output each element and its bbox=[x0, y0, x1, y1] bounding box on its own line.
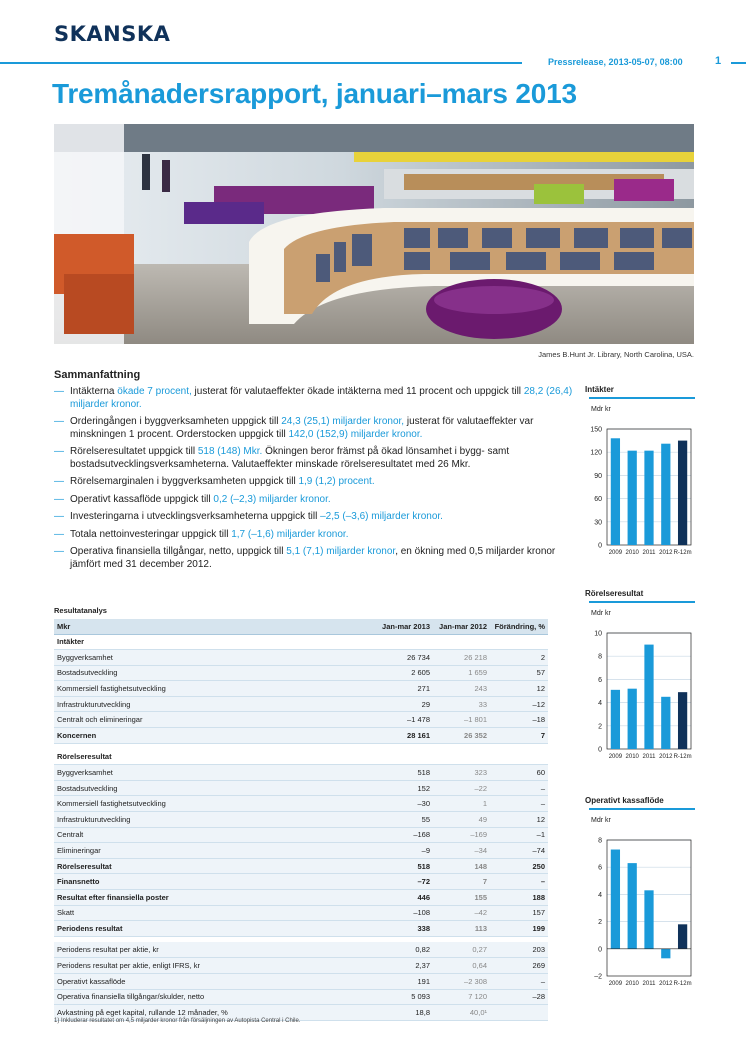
table-cell bbox=[490, 1005, 548, 1021]
table-cell: 113 bbox=[433, 921, 490, 937]
table-cell: –169 bbox=[433, 827, 490, 843]
x-tick-label: 2009 bbox=[608, 754, 623, 760]
table-cell: –28 bbox=[490, 989, 548, 1005]
y-tick-label: 120 bbox=[590, 449, 602, 457]
table-cell: Rörelseresultat bbox=[54, 749, 376, 765]
highlight-text: ökade 7 procent, bbox=[117, 386, 192, 397]
page-title: Tremånadersrapport, januari–mars 2013 bbox=[52, 78, 577, 109]
table-cell: 55 bbox=[376, 812, 433, 828]
table-header-row bbox=[54, 619, 548, 634]
table-cell: 49 bbox=[433, 812, 490, 828]
x-tick-label: 2009 bbox=[608, 550, 623, 556]
chart-title: Intäkter bbox=[585, 385, 614, 394]
bullet-text: Intäkterna bbox=[70, 386, 118, 397]
y-tick-label: 0 bbox=[598, 542, 602, 550]
table-cell: 7 bbox=[490, 728, 548, 744]
table-cell: Resultat efter finansiella poster bbox=[54, 890, 376, 906]
table-cell: 5 093 bbox=[376, 989, 433, 1005]
x-tick-label: 2011 bbox=[642, 754, 656, 760]
table-cell: 269 bbox=[490, 958, 548, 974]
chart-unit-label: Mdr kr bbox=[591, 406, 611, 413]
table-cell: Centralt och elimineringar bbox=[54, 712, 376, 728]
y-tick-label: 0 bbox=[598, 946, 602, 954]
results-table bbox=[54, 619, 548, 1021]
table-cell: 191 bbox=[376, 973, 433, 989]
table-row bbox=[54, 728, 548, 744]
bar-2009 bbox=[611, 850, 620, 949]
bullet-text: Operativa finansiella tillgångar, netto, uppgick till bbox=[70, 546, 287, 557]
table-cell: 152 bbox=[376, 780, 433, 796]
table-cell: Infrastrukturutveckling bbox=[54, 696, 376, 712]
table-footnote: 1) Inkluderar resultatet om 4,5 miljarder kronor från försäljningen av Autopista Central i Chile. bbox=[54, 1018, 301, 1024]
summary-bullet bbox=[54, 476, 574, 489]
y-tick-label: 4 bbox=[598, 891, 602, 899]
table-header-cell: Jan-mar 2013 bbox=[376, 619, 433, 634]
table-cell: –72 bbox=[376, 874, 433, 890]
table-cell: 199 bbox=[490, 921, 548, 937]
x-tick-label: 2010 bbox=[625, 550, 639, 556]
table-cell: – bbox=[490, 796, 548, 812]
table-row bbox=[54, 989, 548, 1005]
chart-title: Rörelseresultat bbox=[585, 589, 644, 598]
bullet-text: Rörelsemarginalen i byggverksamheten uppgick till bbox=[70, 476, 299, 487]
table-cell: Kommersiell fastighetsutveckling bbox=[54, 796, 376, 812]
press-release-date: Pressrelease, 2013-05-07, 08:00 bbox=[548, 57, 683, 67]
bullet-text: Rörelseresultatet uppgick till bbox=[70, 446, 198, 457]
table-cell: – bbox=[490, 874, 548, 890]
table-row bbox=[54, 942, 548, 958]
x-tick-label: 2012 bbox=[659, 981, 673, 987]
table-cell: –22 bbox=[433, 780, 490, 796]
bar-R-12m bbox=[678, 692, 687, 749]
table-cell: 338 bbox=[376, 921, 433, 937]
table-cell: –12 bbox=[490, 696, 548, 712]
table-section-row bbox=[54, 634, 548, 650]
table-cell: Byggverksamhet bbox=[54, 765, 376, 781]
table-cell: 518 bbox=[376, 765, 433, 781]
y-tick-label: 10 bbox=[594, 630, 602, 638]
table-cell: Finansnetto bbox=[54, 874, 376, 890]
table-cell bbox=[433, 634, 490, 650]
table-row bbox=[54, 973, 548, 989]
table-cell bbox=[433, 749, 490, 765]
bullet-text: justerat för valutaeffekter var minskningen 1 procent. Orderstocken uppgick till bbox=[70, 416, 534, 440]
summary-bullet bbox=[54, 494, 574, 507]
table-cell: 0,64 bbox=[433, 958, 490, 974]
bullet-text: Operativt kassaflöde uppgick till bbox=[70, 493, 214, 505]
table-cell: –2 308 bbox=[433, 973, 490, 989]
table-cell: 0,27 bbox=[433, 942, 490, 958]
table-cell: 33 bbox=[433, 696, 490, 712]
bar-2011 bbox=[644, 890, 653, 948]
table-cell: Koncernen bbox=[54, 728, 376, 744]
table-cell: 148 bbox=[433, 858, 490, 874]
table-cell: Operativt kassaflöde bbox=[54, 973, 376, 989]
table-cell: –74 bbox=[490, 843, 548, 859]
y-tick-label: 6 bbox=[598, 676, 602, 684]
bar-R-12m bbox=[678, 924, 687, 948]
table-row bbox=[54, 796, 548, 812]
table-cell: –34 bbox=[433, 843, 490, 859]
table-cell: –18 bbox=[490, 712, 548, 728]
x-tick-label: 2012 bbox=[659, 550, 673, 556]
table-cell: Periodens resultat per aktie, enligt IFRS, kr bbox=[54, 958, 376, 974]
table-cell: 40,0¹ bbox=[433, 1005, 490, 1021]
y-tick-label: 2 bbox=[598, 723, 602, 731]
table-cell: 29 bbox=[376, 696, 433, 712]
table-cell: 26 218 bbox=[433, 650, 490, 666]
table-cell: Kommersiell fastighetsutveckling bbox=[54, 681, 376, 697]
highlight-text: 0,2 (–2,3) miljarder kronor. bbox=[213, 493, 331, 505]
bar-2011 bbox=[644, 451, 653, 545]
bullet-text: justerat för valutaeffekter ökade intäkterna med 11 procent och uppgick till bbox=[191, 386, 524, 397]
table-cell: – bbox=[490, 780, 548, 796]
table-cell: 271 bbox=[376, 681, 433, 697]
highlight-text: –2,5 (–3,6) miljarder kronor. bbox=[320, 511, 443, 522]
library-photo-illustration bbox=[54, 124, 694, 344]
x-tick-label: 2010 bbox=[625, 981, 639, 987]
summary-list bbox=[54, 386, 574, 576]
table-cell: 28 161 bbox=[376, 728, 433, 744]
table-cell: –1 478 bbox=[376, 712, 433, 728]
table-cell: 7 bbox=[433, 874, 490, 890]
table-cell: Elimineringar bbox=[54, 843, 376, 859]
summary-bullet bbox=[54, 546, 574, 571]
y-tick-label: 4 bbox=[598, 700, 602, 708]
table-cell: 0,82 bbox=[376, 942, 433, 958]
table-row bbox=[54, 905, 548, 921]
x-tick-label: R-12m bbox=[673, 981, 692, 987]
y-tick-label: –2 bbox=[594, 973, 602, 981]
table-cell: –42 bbox=[433, 905, 490, 921]
table-cell: Bostadsutveckling bbox=[54, 665, 376, 681]
y-tick-label: 6 bbox=[598, 864, 602, 872]
table-cell: –30 bbox=[376, 796, 433, 812]
table-cell: 1 659 bbox=[433, 665, 490, 681]
table-cell: 243 bbox=[433, 681, 490, 697]
chart-unit-label: Mdr kr bbox=[591, 610, 611, 617]
table-header-cell: Jan-mar 2012 bbox=[433, 619, 490, 634]
header-rule-right bbox=[731, 62, 746, 64]
table-cell: 12 bbox=[490, 681, 548, 697]
table-cell: 12 bbox=[490, 812, 548, 828]
y-tick-label: 30 bbox=[594, 519, 602, 527]
bullet-text: Ökningen beror främst på ökad lönsamhet i bygg- samt bostadsutvecklingsverksamheterna. Valutaeffekter minskade rörelseresultatet med 26 Mkr. bbox=[70, 446, 510, 470]
table-cell: 323 bbox=[433, 765, 490, 781]
highlight-text: 1,7 (–1,6) miljarder kronor. bbox=[231, 528, 349, 540]
cash-flow-chart bbox=[585, 796, 697, 990]
table-cell: 250 bbox=[490, 858, 548, 874]
table-row bbox=[54, 890, 548, 906]
table-cell: 446 bbox=[376, 890, 433, 906]
table-cell: –168 bbox=[376, 827, 433, 843]
highlight-text: 1,9 (1,2) procent. bbox=[298, 476, 375, 487]
table-cell: 155 bbox=[433, 890, 490, 906]
table-cell: 26 352 bbox=[433, 728, 490, 744]
bar-2010 bbox=[628, 451, 637, 545]
bullet-text: Orderingången i byggverksamheten uppgick till bbox=[70, 416, 282, 427]
cash-flow-chart-plot bbox=[585, 810, 697, 990]
table-row bbox=[54, 858, 548, 874]
table-row bbox=[54, 827, 548, 843]
bar-2011 bbox=[644, 645, 653, 749]
bar-2009 bbox=[611, 438, 620, 545]
table-cell: 57 bbox=[490, 665, 548, 681]
table-cell: Rörelseresultat bbox=[54, 858, 376, 874]
highlight-text: 28,2 (26,4) miljarder kronor. bbox=[70, 386, 573, 410]
table-cell: 2 bbox=[490, 650, 548, 666]
bar-2010 bbox=[628, 863, 637, 949]
table-row bbox=[54, 665, 548, 681]
bullet-text: Investeringarna i utvecklingsverksamheterna uppgick till bbox=[70, 511, 321, 522]
table-cell: Skatt bbox=[54, 905, 376, 921]
bullet-text: , en ökning med 0,5 miljarder kronor jämfört med 31 december 2012. bbox=[70, 546, 556, 570]
summary-bullet bbox=[54, 529, 574, 542]
highlight-text: 142,0 (152,9) miljarder kronor. bbox=[288, 428, 423, 440]
bullet-text: Totala nettoinvesteringar uppgick till bbox=[70, 528, 232, 540]
y-tick-label: 60 bbox=[594, 496, 602, 504]
table-title: Resultatanalys bbox=[54, 606, 107, 615]
table-row bbox=[54, 712, 548, 728]
bar-2010 bbox=[628, 689, 637, 749]
library-photo bbox=[54, 124, 694, 344]
summary-bullet bbox=[54, 416, 574, 441]
table-cell: Avkastning på eget kapital, rullande 12 månader, % bbox=[54, 1005, 376, 1021]
table-cell: –108 bbox=[376, 905, 433, 921]
table-cell: Operativa finansiella tillgångar/skulder, netto bbox=[54, 989, 376, 1005]
table-cell: – bbox=[490, 973, 548, 989]
table-cell: Periodens resultat per aktie, kr bbox=[54, 942, 376, 958]
table-cell: Byggverksamhet bbox=[54, 650, 376, 666]
page-number: 1 bbox=[715, 55, 722, 67]
table-row bbox=[54, 696, 548, 712]
table-header-cell: Förändring, % bbox=[490, 619, 548, 634]
table-cell bbox=[376, 749, 433, 765]
table-cell: 2,37 bbox=[376, 958, 433, 974]
table-row bbox=[54, 765, 548, 781]
table-row bbox=[54, 843, 548, 859]
y-tick-label: 0 bbox=[598, 746, 602, 754]
revenue-chart-plot bbox=[585, 399, 697, 559]
summary-bullet bbox=[54, 446, 574, 471]
y-tick-label: 2 bbox=[598, 919, 602, 927]
y-tick-label: 8 bbox=[598, 837, 602, 845]
summary-bullet bbox=[54, 386, 574, 411]
header-rule bbox=[0, 62, 522, 64]
highlight-text: 24,3 (25,1) miljarder kronor, bbox=[281, 416, 405, 427]
summary-heading: Sammanfattning bbox=[54, 369, 141, 381]
table-row bbox=[54, 874, 548, 890]
table-cell: Intäkter bbox=[54, 634, 376, 650]
x-tick-label: 2009 bbox=[608, 981, 623, 987]
table-row bbox=[54, 681, 548, 697]
y-tick-label: 90 bbox=[594, 472, 602, 480]
photo-caption: James B.Hunt Jr. Library, North Carolina, USA. bbox=[538, 350, 694, 359]
revenue-chart bbox=[585, 385, 697, 559]
bar-2012 bbox=[661, 949, 670, 959]
table-row bbox=[54, 958, 548, 974]
chart-unit-label: Mdr kr bbox=[591, 817, 611, 824]
x-tick-label: R-12m bbox=[673, 550, 692, 556]
table-row bbox=[54, 650, 548, 666]
y-tick-label: 150 bbox=[590, 426, 602, 434]
table-section-row bbox=[54, 749, 548, 765]
table-row bbox=[54, 812, 548, 828]
table-cell bbox=[376, 634, 433, 650]
table-row bbox=[54, 780, 548, 796]
table-cell: –9 bbox=[376, 843, 433, 859]
x-tick-label: R-12m bbox=[673, 754, 692, 760]
operating-income-chart-plot bbox=[585, 603, 697, 763]
table-cell: 60 bbox=[490, 765, 548, 781]
x-tick-label: 2012 bbox=[659, 754, 673, 760]
table-cell: 188 bbox=[490, 890, 548, 906]
x-tick-label: 2011 bbox=[642, 550, 656, 556]
skanska-logo: SKANSKA bbox=[54, 22, 171, 46]
bar-2009 bbox=[611, 690, 620, 749]
table-cell: 157 bbox=[490, 905, 548, 921]
operating-income-chart bbox=[585, 589, 697, 763]
y-tick-label: 8 bbox=[598, 653, 602, 661]
table-cell: Infrastrukturutveckling bbox=[54, 812, 376, 828]
chart-title: Operativt kassaflöde bbox=[585, 796, 664, 805]
bar-2012 bbox=[661, 697, 670, 749]
table-cell: 518 bbox=[376, 858, 433, 874]
summary-bullet bbox=[54, 511, 574, 524]
table-cell: –1 bbox=[490, 827, 548, 843]
table-cell: Centralt bbox=[54, 827, 376, 843]
highlight-text: 518 (148) Mkr. bbox=[197, 446, 263, 457]
table-row bbox=[54, 921, 548, 937]
x-tick-label: 2011 bbox=[642, 981, 656, 987]
table-cell: 7 120 bbox=[433, 989, 490, 1005]
table-cell: 26 734 bbox=[376, 650, 433, 666]
table-cell bbox=[490, 749, 548, 765]
table-cell: 2 605 bbox=[376, 665, 433, 681]
table-cell: 1 bbox=[433, 796, 490, 812]
x-tick-label: 2010 bbox=[625, 754, 639, 760]
table-cell: –1 801 bbox=[433, 712, 490, 728]
table-cell: 203 bbox=[490, 942, 548, 958]
highlight-text: 5,1 (7,1) miljarder kronor bbox=[286, 546, 396, 557]
table-cell bbox=[490, 634, 548, 650]
table-cell: Periodens resultat bbox=[54, 921, 376, 937]
table-header-cell: Mkr bbox=[54, 619, 376, 634]
table-cell: Bostadsutveckling bbox=[54, 780, 376, 796]
table-cell: 18,8 bbox=[376, 1005, 433, 1021]
bar-2012 bbox=[661, 444, 670, 545]
bar-R-12m bbox=[678, 441, 687, 545]
